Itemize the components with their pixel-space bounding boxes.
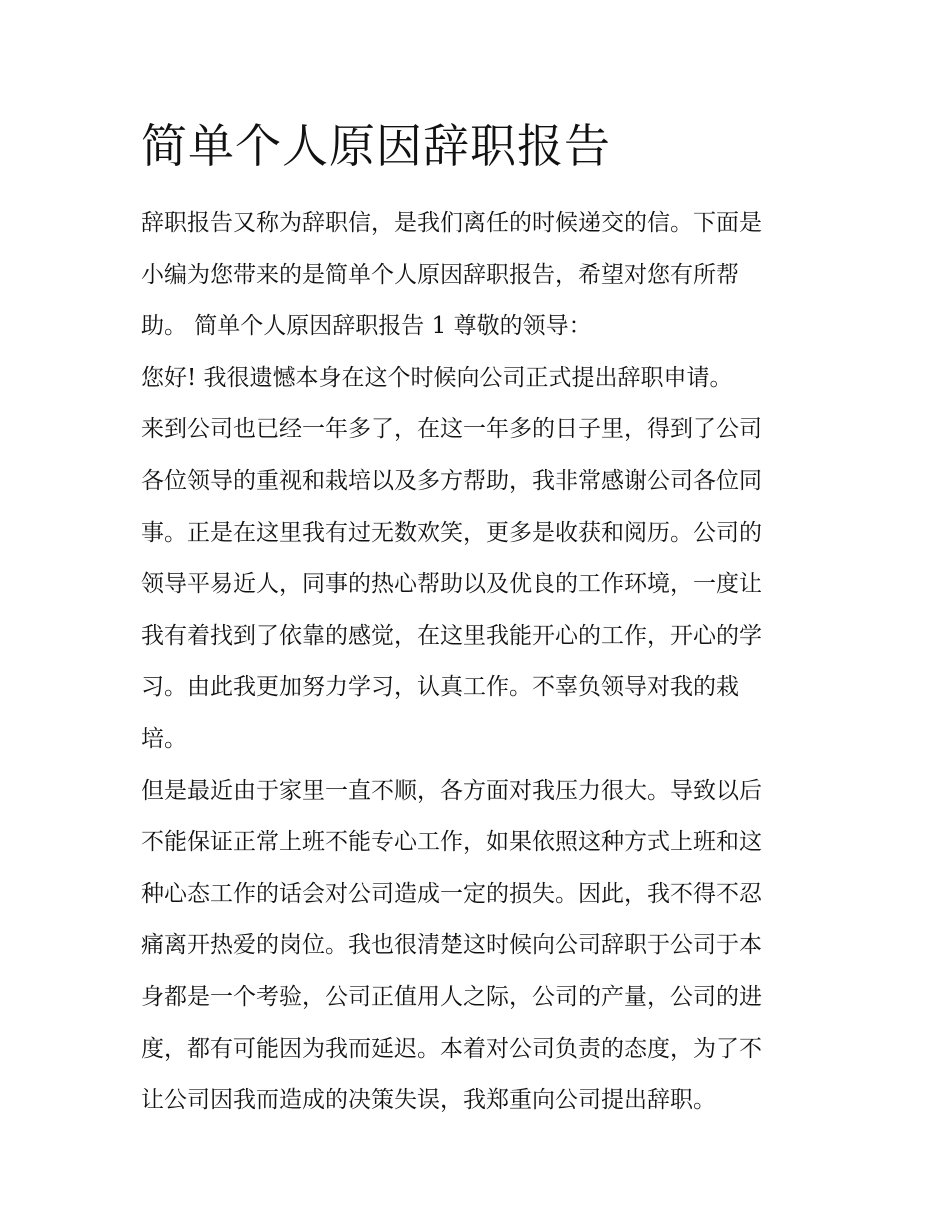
text-line: 助。 简单个人原因辞职报告 1 尊敬的领导： bbox=[141, 313, 592, 340]
text-line: 种心态工作的话会对公司造成一定的损失。因此，我不得不忍 bbox=[141, 880, 762, 907]
text-line: 痛离开热爱的岗位。我也很清楚这时候向公司辞职于公司于本 bbox=[141, 932, 762, 959]
text-line: 您好! 我很遗憾本身在这个时候向公司正式提出辞职申请。 bbox=[141, 364, 733, 391]
text-line: 培。 bbox=[141, 725, 187, 752]
text-line: 但是最近由于家里一直不顺，各方面对我压力很大。导致以后 bbox=[141, 777, 762, 804]
text-line: 不能保证正常上班不能专心工作，如果依照这种方式上班和这 bbox=[141, 829, 762, 856]
text-line: 度，都有可能因为我而延迟。本着对公司负责的态度，为了不 bbox=[141, 1035, 762, 1062]
text-line: 来到公司也已经一年多了，在这一年多的日子里，得到了公司 bbox=[141, 416, 762, 443]
text-line: 我有着找到了依靠的感觉，在这里我能开心的工作，开心的学 bbox=[141, 622, 762, 649]
text-line: 辞职报告又称为辞职信，是我们离任的时候递交的信。下面是 bbox=[141, 210, 762, 236]
text-line: 身都是一个考验，公司正值用人之际，公司的产量，公司的进 bbox=[141, 983, 762, 1010]
text-line: 让公司因我而造成的决策失误，我郑重向公司提出辞职。 bbox=[141, 1087, 716, 1114]
text-line: 习。由此我更加努力学习，认真工作。不辜负领导对我的栽 bbox=[141, 674, 739, 701]
document-body bbox=[141, 198, 821, 1127]
text-line: 各位领导的重视和栽培以及多方帮助，我非常感谢公司各位同 bbox=[141, 467, 762, 494]
text-line: 领导平易近人，同事的热心帮助以及优良的工作环境，一度让 bbox=[141, 571, 762, 598]
text-line: 小编为您带来的是简单个人原因辞职报告，希望对您有所帮 bbox=[141, 261, 739, 288]
text-line: 事。正是在这里我有过无数欢笑，更多是收获和阅历。公司的 bbox=[141, 519, 762, 546]
page-title: 简单个人原因辞职报告 bbox=[141, 119, 611, 173]
